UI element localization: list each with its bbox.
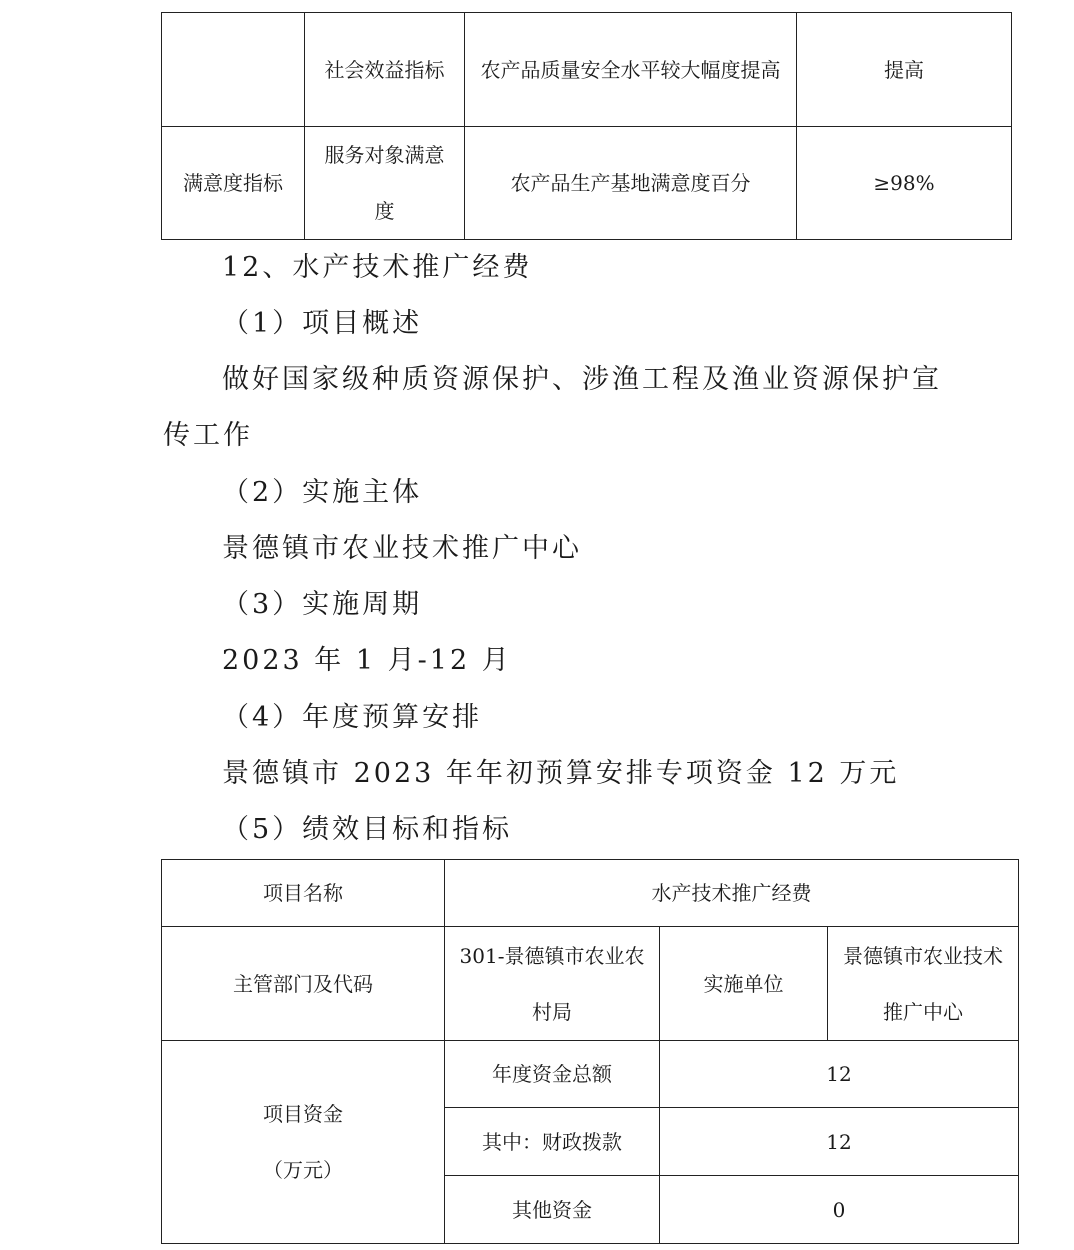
project-name-value: 水产技术推广经费 [445,860,1019,927]
indicator-subcategory-cell: 服务对象满意度 [305,127,465,240]
funds-row-value: 12 [660,1108,1019,1176]
indicator-subcategory-cell: 社会效益指标 [305,13,465,127]
table-row [162,860,1019,927]
overview-text-line-1: 做好国家级种质资源保护、涉渔工程及渔业资源保护宣 [222,364,942,395]
indicator-category-cell [162,13,305,127]
period-text: 2023 年 1 月-12 月 [222,645,512,676]
subsection-overview-heading: （1）项目概述 [222,308,423,339]
section-heading: 12、水产技术推广经费 [222,252,533,283]
project-info-table [161,859,1019,1244]
implementer-text: 景德镇市农业技术推广中心 [222,533,582,564]
table-row [162,1041,1019,1108]
funds-label-cell [162,1041,445,1244]
subsection-budget-heading: （4）年度预算安排 [222,702,483,733]
indicator-value-cell: ≥98% [797,127,1012,240]
funds-unit: （万元） [263,1158,343,1182]
impl-unit-value: 景德镇市农业技术推广中心 [828,927,1019,1041]
funds-row-label: 年度资金总额 [445,1041,660,1108]
table-row [162,927,1019,1041]
subsection-implementer-heading: （2）实施主体 [222,477,423,508]
indicator-category-cell: 满意度指标 [162,127,305,240]
project-name-label: 项目名称 [162,860,445,927]
table-row [162,13,1012,127]
indicator-name-cell: 农产品质量安全水平较大幅度提高 [465,13,797,127]
performance-indicator-table-continued [161,12,1012,240]
funds-row-value: 12 [660,1041,1019,1108]
indicator-value-cell: 提高 [797,13,1012,127]
subsection-goals-heading: （5）绩效目标和指标 [222,814,513,845]
funds-row-label: 其他资金 [445,1176,660,1244]
overview-text-line-2: 传工作 [163,420,253,451]
subsection-period-heading: （3）实施周期 [222,589,423,620]
dept-value: 301-景德镇市农业农村局 [445,927,660,1041]
table-row [162,127,1012,240]
dept-label: 主管部门及代码 [162,927,445,1041]
impl-unit-label: 实施单位 [660,927,828,1041]
indicator-name-cell: 农产品生产基地满意度百分 [465,127,797,240]
budget-text: 景德镇市 2023 年年初预算安排专项资金 12 万元 [222,758,900,789]
funds-row-value: 0 [660,1176,1019,1244]
funds-label: 项目资金 [263,1102,343,1126]
funds-row-label: 其中：财政拨款 [445,1108,660,1176]
